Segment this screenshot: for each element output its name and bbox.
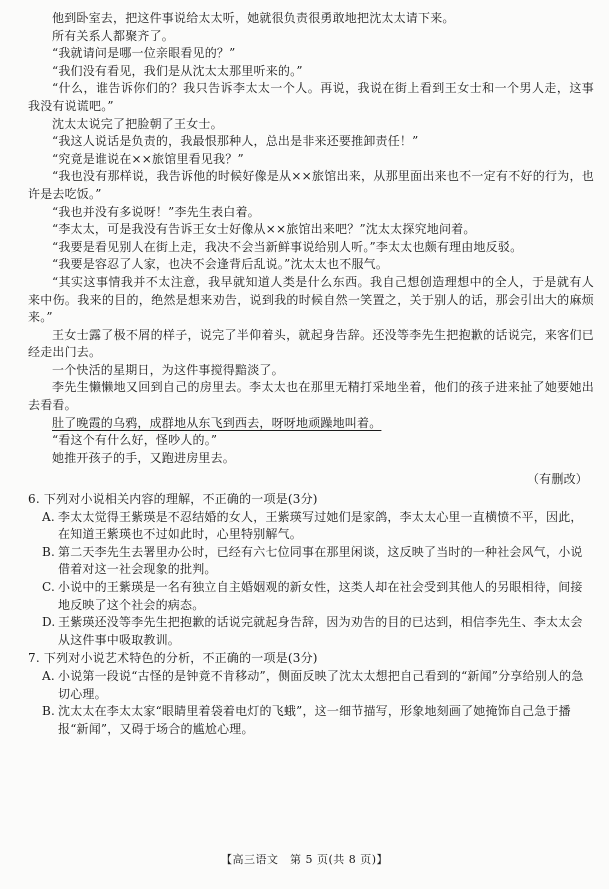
- story-paragraph: “什么，谁告诉你们的？我只告诉李太太一个人。再说，我说在街上看到王女士和一个男人走，这事我没有说谎吧。”: [28, 81, 594, 113]
- underlined-text: 肚了晚霞的乌鸦，成群地从东飞到西去，呀呀地顽躁地叫着。: [52, 415, 382, 430]
- story-paragraph: “李太太，可是我没有告诉王女士好像从××旅馆出来吧？”沈太太探究地问着。: [52, 222, 476, 237]
- story-paragraph: “我们没有看见，我们是从沈太太那里听来的。”: [52, 63, 303, 78]
- source-note: （有删改）: [526, 472, 588, 487]
- story-paragraph: 她推开孩子的手，又跑进房里去。: [52, 450, 236, 465]
- option-letter: D.: [42, 615, 56, 630]
- story-paragraph: 李先生懒懒地又回到自己的房里去。李太太也在那里无精打采地坐着，他们的孩子进来扯了她要她出去看看。: [28, 380, 594, 413]
- option-letter: A.: [42, 509, 55, 524]
- option-letter: B.: [42, 544, 56, 559]
- page-content: [28, 10, 594, 738]
- option-text: 第二天李先生去署里办公时，已经有六七位同事在那里闲谈，这反映了当时的一种社会风气，小说借着对这一社会现象的批判。: [58, 544, 583, 577]
- story-paragraph: “我要是容忍了人家，也决不会逢背后乱说。”沈太太也不服气。: [52, 257, 389, 272]
- option-7a[interactable]: [42, 668, 594, 703]
- story-paragraph: “究竟是谁说在××旅馆里看见我？”: [52, 151, 244, 166]
- story-paragraph: 所有关系人都聚齐了。: [52, 28, 175, 43]
- story-paragraph: “其实这事情我并不太注意，我早就知道人类是什么东西。我自己想创造理想中的全人，于是就有人来中伤。我来的目的，绝然是想来劝告，说到我的时候自然一笑置之，关于别人的话，那会引出大的麻烦来。”: [28, 274, 594, 325]
- story-paragraph: 一个快活的星期日，为这件事搅得黯淡了。: [52, 362, 284, 377]
- story-paragraph: “我就请问是哪一位亲眼看见的？”: [52, 46, 236, 61]
- story-paragraph: 王女士露了极不屑的样子，说完了半仰着头，就起身告辞。还没等李先生把抱歉的话说完，来客们已经走出门去。: [28, 327, 594, 360]
- story-paragraph: “看这个有什么好，怪吵人的。”: [52, 433, 218, 448]
- question-7: [28, 650, 594, 738]
- option-letter: C.: [42, 580, 55, 594]
- footer-page-info: 【高三语文 第 5 页(共 8 页)】: [220, 853, 389, 866]
- story-paragraph: “我这人说话是负责的，我最恨那种人，总出是非来还要推卸责任！”: [52, 134, 419, 149]
- question-title: 6. 下列对小说相关内容的理解，不正确的一项是(3分): [28, 492, 318, 507]
- option-6b[interactable]: [42, 544, 594, 579]
- option-letter: B.: [42, 704, 56, 719]
- option-text: 李太太觉得王紫瑛是不忍结婚的女人，王紫瑛写过她们是家鸽，李太太心里一直横愤不平，因此，在知道王紫瑛也不过如此时，心里特别解气。: [58, 509, 583, 542]
- option-text: 小说中的王紫瑛是一名有独立自主婚姻观的新女性，这类人却在社会受到其他人的另眼相待，间接地反映了这个社会的病态。: [58, 580, 583, 612]
- story-paragraph: 沈太太说完了把脸朝了王女士。: [52, 116, 223, 131]
- underlined-sentence: [28, 415, 594, 433]
- question-6: [28, 491, 594, 649]
- option-6a[interactable]: [42, 509, 594, 544]
- story-paragraph: “我要是看见别人在街上走，我决不会当新鲜事说给别人听。”李太太也颇有理由地反驳。: [52, 239, 523, 254]
- option-text: 沈太太在李太太家“眼睛里着袋着电灯的飞蛾”，这一细节描写，形象地刻画了她掩饰自己急于播报“新闻”，又碍于场合的尴尬心理。: [58, 704, 571, 736]
- story-paragraph: 他到卧室去，把这件事说给太太听，她就很负责很勇敢地把沈太太请下来。: [52, 11, 455, 25]
- story-text: [28, 10, 594, 489]
- option-text: 小说第一段说“古怪的是钟竟不肯移动”，侧面反映了沈太太想把自己看到的“新闻”分享给别人的急切心理。: [58, 668, 584, 701]
- option-6c[interactable]: [42, 579, 594, 614]
- option-6d[interactable]: [42, 614, 594, 649]
- option-7b[interactable]: [42, 703, 594, 738]
- option-letter: A.: [42, 668, 55, 683]
- story-paragraph: “我也并没有多说呀！”李先生表白着。: [52, 204, 260, 219]
- option-text: 王紫瑛还没等李先生把抱歉的话说完就起身告辞，因为劝告的目的已达到，相信李先生、李太太会从这件事中吸取教训。: [58, 615, 583, 647]
- page-footer: [0, 850, 609, 868]
- question-title: 7. 下列对小说艺术特色的分析，不正确的一项是(3分): [28, 651, 318, 666]
- story-paragraph: “我也没有那样说，我告诉他的时候好像是从××旅馆出来，从那里面出来也不一定有不好的行为，也许是去吃饭。”: [28, 169, 594, 201]
